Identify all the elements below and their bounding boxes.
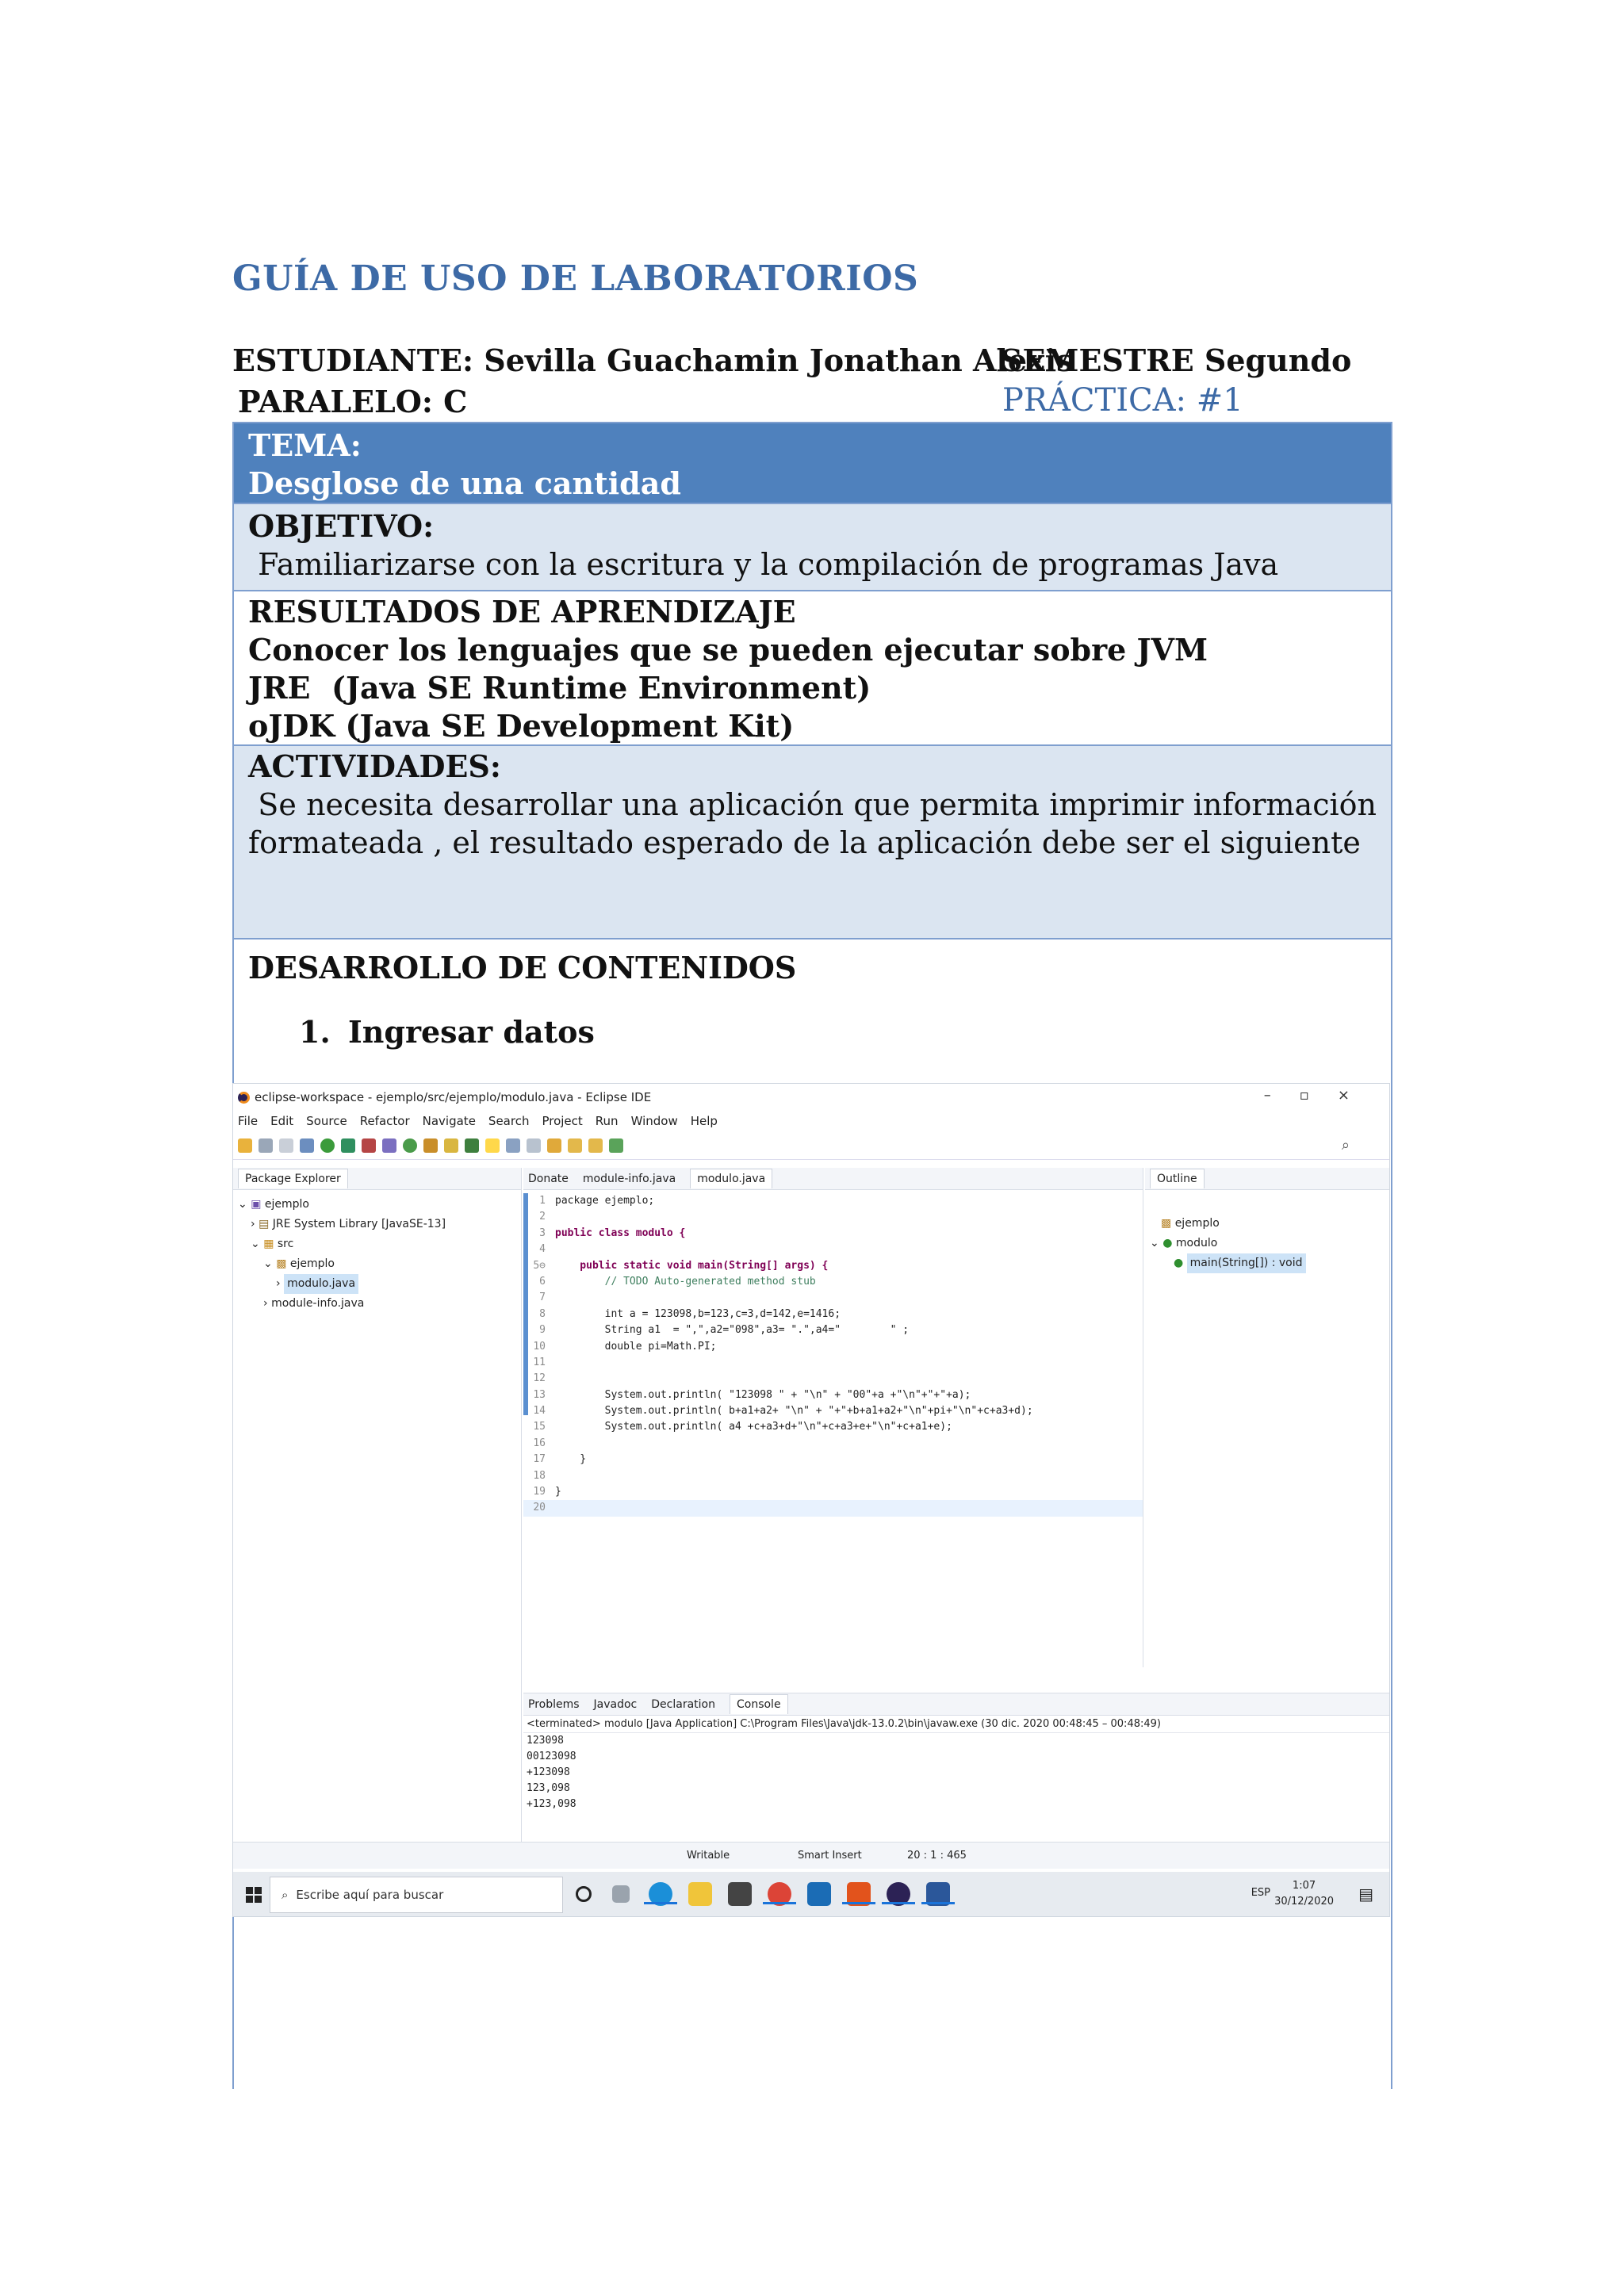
tab-console[interactable]: Console [730,1694,788,1714]
menu-navigate[interactable]: Navigate [422,1114,476,1128]
tree-item[interactable]: › module-info.java [263,1297,365,1310]
objetivo-row [234,504,1391,591]
clock-date: 30/12/2020 [1274,1896,1334,1908]
status-insert-mode: Smart Insert [798,1850,862,1862]
objetivo-text: Familiarizarse con la escritura y la compilación de programas Java [248,547,1279,582]
package-explorer-pane [233,1168,522,1842]
forward-icon[interactable] [588,1138,603,1153]
code-line: 6 // TODO Auto-generated method stub [539,1275,816,1288]
code-line: 19 } [533,1486,561,1498]
menu-project[interactable]: Project [542,1114,583,1128]
menu-refactor[interactable]: Refactor [359,1114,410,1128]
restore-icon[interactable]: ▫ [1299,1087,1338,1104]
actividades-row [234,746,1391,939]
edge-icon[interactable] [649,1882,672,1906]
menu-run[interactable]: Run [595,1114,619,1128]
tab-declaration[interactable]: Declaration [651,1697,715,1711]
code-line: 18 [533,1469,546,1482]
tree-item[interactable]: ⌄ ▦ src [251,1238,294,1250]
code-line: 12 [533,1372,546,1385]
semester-line: SEMESTRE Segundo [1001,342,1352,378]
menu-file[interactable]: File [238,1114,259,1128]
clock-time: 1:07 [1292,1880,1316,1892]
status-bar [233,1842,1389,1869]
console-line: 123098 [527,1735,564,1747]
code-line: 10 double pi=Math.PI; [533,1340,717,1353]
dell-icon[interactable] [807,1882,831,1906]
tree-item[interactable]: › modulo.java [238,1274,521,1294]
main-toolbar [233,1131,1389,1160]
annotation-icon[interactable] [547,1138,561,1153]
actividades-text: Se necesita desarrollar una aplicación que permita imprimir información formateada , el resultado esperado de la aplicación debe ser el siguiente [248,787,1387,860]
search-icon[interactable]: ⌕ [1341,1137,1350,1154]
step-text: Ingresar datos [348,1014,595,1050]
run-icon[interactable] [320,1138,335,1153]
outline-item[interactable]: ● main(String[]) : void [1150,1253,1390,1273]
new-java-project-icon[interactable] [382,1138,396,1153]
tema-row [234,423,1391,504]
status-writable: Writable [687,1850,730,1862]
close-icon[interactable]: × [1337,1087,1378,1104]
windows-start-icon[interactable] [246,1887,262,1903]
office-icon[interactable] [847,1882,871,1906]
resultados-line: JRE (Java SE Runtime Environment) [248,670,871,706]
code-line: 5⊖ public static void main(String[] args) { [533,1259,829,1272]
page-title: GUÍA DE USO DE LABORATORIOS [232,258,919,299]
tab-javadoc[interactable]: Javadoc [593,1697,638,1711]
back-icon[interactable] [568,1138,582,1153]
code-line: 14 System.out.println( b+a1+a2+ "\n" + "+"+b+a1+a2+"\n"+pi+"\n"+c+a3+d); [533,1405,1033,1418]
console-pane [523,1693,1390,1842]
new-class-icon[interactable] [403,1138,417,1153]
code-line: 11 [533,1356,546,1368]
tab-package-explorer[interactable]: Package Explorer [238,1169,348,1188]
code-line: 4 [539,1243,546,1256]
tema-text: Desglose de una cantidad [248,465,681,501]
menu-bar [233,1111,1389,1131]
file-explorer-icon[interactable] [688,1882,712,1906]
tema-heading: TEMA: [248,427,362,463]
language-indicator[interactable]: ESP [1251,1887,1270,1899]
code-line: 1 package ejemplo; [539,1195,655,1207]
taskbar-search-placeholder: Escribe aquí para buscar [296,1888,444,1902]
code-line: 20 [523,1500,1143,1516]
tree-item[interactable]: › ▤ JRE System Library [JavaSE-13] [251,1218,446,1230]
resultados-line: Conocer los lenguajes que se pueden ejecutar sobre JVM [248,632,1208,668]
code-line: 8 int a = 123098,b=123,c=3,d=142,e=1416; [539,1307,841,1320]
menu-edit[interactable]: Edit [270,1114,294,1128]
code-line: 3 public class modulo { [539,1226,686,1239]
external-tools-icon[interactable] [362,1138,376,1153]
mail-icon[interactable] [728,1882,752,1906]
highlight-icon[interactable] [485,1138,500,1153]
objetivo-heading: OBJETIVO: [248,508,435,544]
taskbar-clock[interactable] [1274,1878,1334,1910]
resultados-line: oJDK (Java SE Development Kit) [248,708,795,744]
search-icon: ⌕ [282,1888,289,1902]
resultados-heading: RESULTADOS DE APRENDIZAJE [248,594,796,629]
windows-taskbar [233,1872,1389,1917]
menu-source[interactable]: Source [306,1114,347,1128]
outline-pane [1145,1168,1390,1667]
console-line: +123098 [527,1766,570,1778]
status-cursor-position: 20 : 1 : 465 [907,1850,967,1862]
chrome-icon[interactable] [768,1882,791,1906]
tab-problems[interactable]: Problems [528,1697,580,1711]
menu-search[interactable]: Search [488,1114,530,1128]
task-view-icon[interactable] [612,1885,630,1903]
editor-pane [523,1168,1143,1667]
code-line: 7 [539,1292,546,1304]
open-task-icon[interactable] [609,1138,623,1153]
console-status: <terminated> modulo [Java Application] C:\Program Files\Java\jdk-13.0.2\bin\javaw.exe (30 dic. 2020 00:48:45 – 00:48:49) [523,1716,1390,1733]
outline-item[interactable]: ⌄ ● modulo [1150,1237,1218,1249]
package-tree [233,1190,521,1314]
student-line: ESTUDIANTE: Sevilla Guachamin Jonathan Alexis [232,342,1074,378]
word-icon[interactable] [926,1882,950,1906]
desarrollo-heading: DESARROLLO DE CONTENIDOS [248,950,797,985]
console-line: 00123098 [527,1751,576,1762]
save-icon[interactable] [259,1138,273,1153]
code-line: 9 String a1 = ",",a2="098",a3= ".",a4=" " ; [539,1324,910,1337]
code-line: 13 System.out.println( "123098 " + "\n" + "00"+a +"\n"+"+"+a); [533,1388,971,1401]
tab-module-info[interactable]: module-info.java [582,1172,676,1185]
search-tool-icon[interactable] [444,1138,458,1153]
resultados-row [234,591,1391,746]
debug-icon[interactable] [300,1138,314,1153]
minimize-icon[interactable]: – [1263,1087,1300,1104]
code-line: 16 [533,1437,546,1449]
eclipse-taskbar-icon[interactable] [887,1882,910,1906]
code-area[interactable] [523,1193,1143,1517]
tab-donate[interactable]: Donate [528,1172,569,1185]
code-line: 17 } [533,1453,587,1466]
eclipse-screenshot [232,1083,1390,1917]
practica-line: PRÁCTICA: #1 [1002,382,1243,419]
outline-tree [1145,1190,1390,1273]
cortana-icon[interactable] [576,1886,592,1902]
outline-item[interactable]: ▩ ejemplo [1161,1217,1220,1230]
coverage-icon[interactable] [341,1138,355,1153]
window-titlebar [233,1084,1389,1111]
open-type-icon[interactable] [423,1138,438,1153]
pin-icon[interactable] [465,1138,479,1153]
paragraph-icon[interactable] [527,1138,541,1153]
code-line: 15 System.out.println( a4 +c+a3+d+"\n"+c+a3+e+"\n"+c+a1+e); [533,1421,952,1433]
step-number: 1. [299,1014,331,1050]
paralelo-line: PARALELO: C [238,384,468,419]
taskbar-search[interactable] [270,1877,563,1913]
tree-item[interactable]: ⌄ ▩ ejemplo [263,1257,335,1270]
eclipse-logo-icon [238,1092,250,1104]
toggle-icon[interactable] [506,1138,520,1153]
code-line: 2 [539,1211,546,1223]
step-item [299,1014,595,1050]
tab-outline[interactable]: Outline [1150,1169,1205,1188]
tree-item[interactable]: ⌄ ▣ ejemplo [238,1198,309,1211]
console-line: 123,098 [527,1782,570,1794]
window-title: eclipse-workspace - ejemplo/src/ejemplo/modulo.java - Eclipse IDE [255,1090,652,1104]
new-icon[interactable] [238,1138,252,1153]
window-controls[interactable] [1264,1087,1378,1104]
menu-help[interactable]: Help [690,1114,718,1128]
console-line: +123,098 [527,1798,576,1810]
actividades-heading: ACTIVIDADES: [248,748,501,784]
save-all-icon[interactable] [279,1138,293,1153]
notification-icon[interactable]: ▤ [1358,1885,1373,1904]
console-output[interactable] [523,1733,1390,1812]
tab-modulo[interactable]: modulo.java [690,1169,772,1188]
menu-window[interactable]: Window [630,1114,678,1128]
